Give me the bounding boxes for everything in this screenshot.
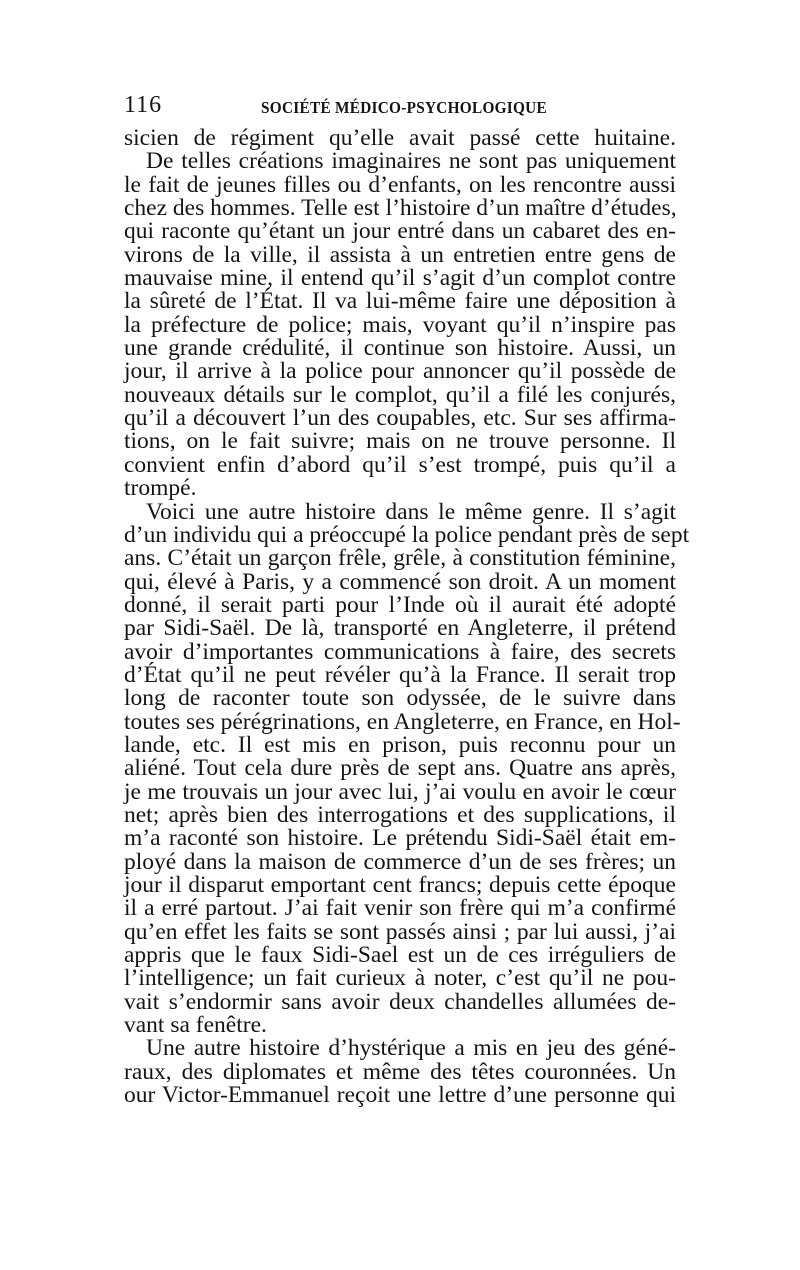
text-line: ployé dans la maison de commerce d’un de ses frères; un [124,848,676,875]
text-line: jour il disparut emportant cent francs; depuis cette époque [124,872,676,898]
text-line: jour, il arrive à la police pour annoncer qu’il possède de [124,358,676,385]
text-line: net; après bien des interrogations et des supplications, il [124,801,676,828]
text-line: trompé. [124,475,197,502]
body-text [124,125,690,1109]
text-line: tions, on le fait suivre; mais on ne trouve personne. Il [124,428,676,455]
text-line: il a erré partout. J’ai fait venir son frère qui m’a confirmé [124,895,676,922]
text-line: lande, etc. Il est mis en prison, puis reconnu pour un [124,731,676,758]
text-line: appris que le faux Sidi-Sael est un de ces irréguliers de [124,942,676,969]
text-line: qu’il a découvert l’un des coupables, etc. Sur ses affirma- [124,405,676,432]
text-line: virons de la ville, il assista à un entretien entre gens de [124,241,676,268]
text-line: toutes ses pérégrinations, en Angleterre, en France, en Hol- [124,708,681,735]
text-line: aliéné. Tout cela dure près de sept ans. Quatre ans après, [124,755,676,782]
text-line: d’État qu’il ne peut révéler qu’à la France. Il serait trop [124,661,676,688]
text-line: je me trouvais un jour avec lui, j’ai voulu en avoir le cœur [124,778,676,805]
text-line: chez des hommes. Telle est l’histoire d’un maître d’études, [124,195,677,222]
journal-title: SOCIÉTÉ MÉDICO-PSYCHOLOGIQUE [261,98,547,117]
text-line: mauvaise mine, il entend qu’il s’agit d’un complot contre [124,265,676,292]
text-line: qu’en effet les faits se sont passés ainsi ; par lui aussi, j’ai [124,918,676,945]
text-line: convient enfin d’abord qu’il s’est trompé, puis qu’il a [124,451,676,478]
text-line: l’intelligence; un fait curieux à noter, c’est qu’il ne pou- [124,965,676,992]
text-line: m’a raconté son histoire. Le prétendu Sidi-Saël était em- [124,825,676,852]
text-line: qui raconte qu’étant un jour entré dans un cabaret des en- [124,218,676,245]
text-line: vant sa fenêtre. [124,1012,267,1039]
text-line: long de raconter toute son odyssée, de le suivre dans [124,685,676,712]
text-line: Une autre histoire d’hystérique a mis en jeu des géné- [146,1035,676,1062]
text-line: raux, des diplomates et même des têtes couronnées. Un [124,1058,676,1085]
text-line: la sûreté de l’État. Il va lui-même faire une déposition à [124,288,676,315]
page-number: 116 [124,92,163,118]
text-line: Voici une autre histoire dans le même genre. Il s’agit [146,498,676,525]
text-line: De telles créations imaginaires ne sont pas uniquement [146,148,676,175]
text-line: une grande crédulité, il continue son histoire. Aussi, un [124,335,676,362]
text-line: par Sidi-Saël. De là, transporté en Angleterre, il prétend [124,615,676,642]
text-line: qui, élevé à Paris, y a commencé son droit. A un moment [124,568,676,595]
text-line: la préfecture de police; mais, voyant qu’il n’inspire pas [124,311,676,338]
text-line: avoir d’importantes communications à faire, des secrets [124,638,676,665]
text-line: nouveaux détails sur le complot, qu’il a filé les conjurés, [124,381,676,408]
text-line: d’un individu qui a préoccupé la police pendant près de sept [124,521,690,548]
text-line: our Victor-Emmanuel reçoit une lettre d’une personne qui [124,1082,676,1109]
text-line: ans. C’était un garçon frêle, grêle, à constitution féminine, [124,545,676,572]
text-line: donné, il serait parti pour l’Inde où il aurait été adopté [124,591,676,618]
running-head [124,92,676,122]
text-line: le fait de jeunes filles ou d’enfants, on les rencontre aussi [124,171,676,198]
text-line: sicien de régiment qu’elle avait passé cette huitaine. [124,125,676,151]
text-line: vait s’endormir sans avoir deux chandelles allumées de- [124,988,676,1015]
